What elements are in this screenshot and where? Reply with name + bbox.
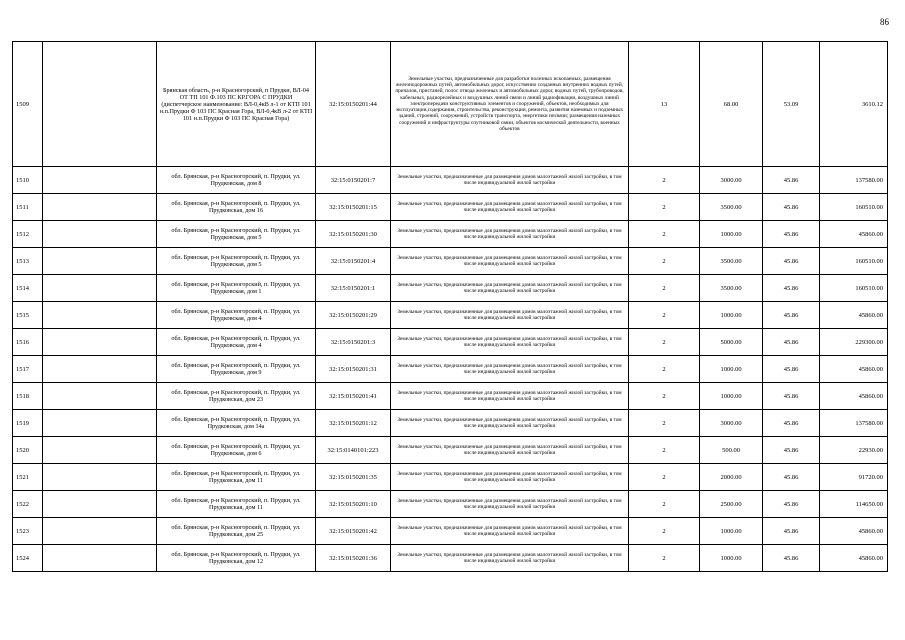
group-number-cell: 2 <box>629 248 700 275</box>
group-number-cell: 2 <box>629 491 700 518</box>
cadastral-value-cell: 22930.00 <box>820 437 888 464</box>
land-use-description-cell: Земельные участки, предназначенные для размещения домов малоэтажной жилой застройки, в том числе индивидуальной жилой застройки <box>391 248 629 275</box>
row-number: 1511 <box>13 194 43 221</box>
area-cell: 3000.00 <box>700 410 763 437</box>
cadastral-value-cell: 137580.00 <box>820 410 888 437</box>
specific-value-cell: 45.86 <box>763 329 820 356</box>
group-number-cell: 2 <box>629 167 700 194</box>
specific-value-cell: 45.86 <box>763 545 820 572</box>
area-cell: 3500.00 <box>700 275 763 302</box>
address-cell: обл. Брянская, р-н Красногорский, п. Прудки, ул. Прудковская, дом 4 <box>157 302 316 329</box>
table-row <box>13 383 888 410</box>
blank-cell <box>43 167 157 194</box>
land-use-description-cell: Земельные участки, предназначенные для размещения домов малоэтажной жилой застройки, в том числе индивидуальной жилой застройки <box>391 302 629 329</box>
row-number: 1521 <box>13 464 43 491</box>
land-use-description-cell: Земельные участки, предназначенные для размещения домов малоэтажной жилой застройки, в том числе индивидуальной жилой застройки <box>391 437 629 464</box>
address-cell: обл. Брянская, р-н Красногорский, п. Прудки, ул. Прудковская, дом 6 <box>157 437 316 464</box>
land-use-description-cell: Земельные участки, предназначенные для разработки полезных ископаемых, размещения железнодорожных путей, автомобильных дорог, искусственно созданных внутренних водных путей, причалов, пристаней, полос отвода железных и автомобильных дорог, водных путей, трубопроводов, кабельных, радиорелейных и воздушных линий связи и линий радиофикации, воздушных линий электропередачи конструктивных элементов и сооружений, объектов, необходимых для эксплуатации,содержания, строительства, реконструкции, ремонта, развития наземных и подземных зданий, строений, сооружений, устройств транспорта, энергетики ипсвязи; размещения наземных сооружений и инфраструктуры спутниковой связи, объектов космической деятельности, военных объектов <box>391 42 629 167</box>
address-cell: обл. Брянская, р-н Красногорский, п. Прудки, ул. Прудковская, дом 9 <box>157 356 316 383</box>
area-cell: 68.00 <box>700 42 763 167</box>
table-row <box>13 545 888 572</box>
row-number: 1520 <box>13 437 43 464</box>
blank-cell <box>43 518 157 545</box>
area-cell: 3500.00 <box>700 248 763 275</box>
land-use-description-cell: Земельные участки, предназначенные для размещения домов малоэтажной жилой застройки, в том числе индивидуальной жилой застройки <box>391 329 629 356</box>
table-row <box>13 167 888 194</box>
cadastral-number-cell: 32:15:0140101:223 <box>316 437 391 464</box>
blank-cell <box>43 42 157 167</box>
row-number: 1509 <box>13 42 43 167</box>
row-number: 1510 <box>13 167 43 194</box>
area-cell: 5000.00 <box>700 329 763 356</box>
table-row <box>13 437 888 464</box>
table-row <box>13 302 888 329</box>
cadastral-number-cell: 32:15:0150201:15 <box>316 194 391 221</box>
area-cell: 2500.00 <box>700 491 763 518</box>
group-number-cell: 13 <box>629 42 700 167</box>
page-number: 86 <box>880 17 889 27</box>
row-number: 1519 <box>13 410 43 437</box>
row-number: 1513 <box>13 248 43 275</box>
table-row <box>13 248 888 275</box>
blank-cell <box>43 410 157 437</box>
specific-value-cell: 45.86 <box>763 410 820 437</box>
table-row <box>13 410 888 437</box>
cadastral-number-cell: 32:15:0150201:31 <box>316 356 391 383</box>
land-use-description-cell: Земельные участки, предназначенные для размещения домов малоэтажной жилой застройки, в том числе индивидуальной жилой застройки <box>391 518 629 545</box>
cadastral-value-table <box>12 41 888 572</box>
cadastral-value-cell: 160510.00 <box>820 275 888 302</box>
address-cell: обл. Брянская, р-н Красногорский, п. Прудки, ул. Прудковская, дом 11 <box>157 491 316 518</box>
cadastral-value-cell: 91720.00 <box>820 464 888 491</box>
specific-value-cell: 45.86 <box>763 167 820 194</box>
address-cell: обл. Брянская, р-н Красногорский, п. Прудки, ул. Прудковская, дом 23 <box>157 383 316 410</box>
address-cell: обл. Брянская, р-н Красногорский, п. Прудки, ул. Прудковская, дом 1 <box>157 275 316 302</box>
cadastral-value-cell: 137580.00 <box>820 167 888 194</box>
cadastral-value-cell: 45860.00 <box>820 545 888 572</box>
specific-value-cell: 45.86 <box>763 221 820 248</box>
cadastral-number-cell: 32:15:0150201:10 <box>316 491 391 518</box>
table-row <box>13 464 888 491</box>
group-number-cell: 2 <box>629 383 700 410</box>
blank-cell <box>43 545 157 572</box>
area-cell: 1000.00 <box>700 302 763 329</box>
row-number: 1516 <box>13 329 43 356</box>
table-row <box>13 275 888 302</box>
area-cell: 500.00 <box>700 437 763 464</box>
row-number: 1514 <box>13 275 43 302</box>
group-number-cell: 2 <box>629 221 700 248</box>
group-number-cell: 2 <box>629 437 700 464</box>
cadastral-number-cell: 32:15:0150201:12 <box>316 410 391 437</box>
address-cell: обл. Брянская, р-н Красногорский, п. Прудки, ул. Прудковская, дом 5 <box>157 221 316 248</box>
specific-value-cell: 45.86 <box>763 194 820 221</box>
cadastral-value-cell: 45860.00 <box>820 383 888 410</box>
cadastral-number-cell: 32:15:0150201:42 <box>316 518 391 545</box>
blank-cell <box>43 383 157 410</box>
address-cell: обл. Брянская, р-н Красногорский, п. Прудки, ул. Прудковская, дом 25 <box>157 518 316 545</box>
cadastral-number-cell: 32:15:0150201:7 <box>316 167 391 194</box>
area-cell: 2000.00 <box>700 464 763 491</box>
row-number: 1523 <box>13 518 43 545</box>
specific-value-cell: 45.86 <box>763 464 820 491</box>
table-row <box>13 221 888 248</box>
blank-cell <box>43 194 157 221</box>
cadastral-number-cell: 32:15:0150201:36 <box>316 545 391 572</box>
specific-value-cell: 53.09 <box>763 42 820 167</box>
cadastral-value-cell: 160510.00 <box>820 248 888 275</box>
group-number-cell: 2 <box>629 410 700 437</box>
row-number: 1524 <box>13 545 43 572</box>
cadastral-number-cell: 32:15:0150201:41 <box>316 383 391 410</box>
specific-value-cell: 45.86 <box>763 356 820 383</box>
table-row <box>13 518 888 545</box>
blank-cell <box>43 437 157 464</box>
blank-cell <box>43 491 157 518</box>
address-cell: обл. Брянская, р-н Красногорский, п. Прудки, ул. Прудковская, дом 12 <box>157 545 316 572</box>
area-cell: 3000.00 <box>700 167 763 194</box>
cadastral-number-cell: 32:15:0150201:1 <box>316 275 391 302</box>
land-use-description-cell: Земельные участки, предназначенные для размещения домов малоэтажной жилой застройки, в том числе индивидуальной жилой застройки <box>391 221 629 248</box>
cadastral-value-cell: 45860.00 <box>820 356 888 383</box>
specific-value-cell: 45.86 <box>763 518 820 545</box>
land-use-description-cell: Земельные участки, предназначенные для размещения домов малоэтажной жилой застройки, в том числе индивидуальной жилой застройки <box>391 410 629 437</box>
cadastral-value-cell: 45860.00 <box>820 302 888 329</box>
specific-value-cell: 45.86 <box>763 437 820 464</box>
table-row <box>13 42 888 167</box>
address-cell: обл. Брянская, р-н Красногорский, п. Прудки, ул. Прудковская, дом 11 <box>157 464 316 491</box>
table-row <box>13 491 888 518</box>
group-number-cell: 2 <box>629 329 700 356</box>
group-number-cell: 2 <box>629 464 700 491</box>
table-row <box>13 194 888 221</box>
land-use-description-cell: Земельные участки, предназначенные для размещения домов малоэтажной жилой застройки, в том числе индивидуальной жилой застройки <box>391 275 629 302</box>
specific-value-cell: 45.86 <box>763 275 820 302</box>
land-use-description-cell: Земельные участки, предназначенные для размещения домов малоэтажной жилой застройки, в том числе индивидуальной жилой застройки <box>391 356 629 383</box>
land-use-description-cell: Земельные участки, предназначенные для размещения домов малоэтажной жилой застройки, в том числе индивидуальной жилой застройки <box>391 383 629 410</box>
address-cell: обл. Брянская, р-н Красногорский, п. Прудки, ул. Прудковская, дом 4 <box>157 329 316 356</box>
area-cell: 1000.00 <box>700 383 763 410</box>
blank-cell <box>43 464 157 491</box>
specific-value-cell: 45.86 <box>763 248 820 275</box>
blank-cell <box>43 248 157 275</box>
address-cell: обл. Брянская, р-н Красногорский, п. Прудки, ул. Прудковская, дом 8 <box>157 167 316 194</box>
address-cell: обл. Брянская, р-н Красногорский, п. Прудки, ул. Прудковская, дом 14а <box>157 410 316 437</box>
blank-cell <box>43 356 157 383</box>
area-cell: 3500.00 <box>700 194 763 221</box>
specific-value-cell: 45.86 <box>763 302 820 329</box>
blank-cell <box>43 329 157 356</box>
table-row <box>13 356 888 383</box>
land-use-description-cell: Земельные участки, предназначенные для размещения домов малоэтажной жилой застройки, в том числе индивидуальной жилой застройки <box>391 464 629 491</box>
blank-cell <box>43 302 157 329</box>
area-cell: 1000.00 <box>700 545 763 572</box>
land-use-description-cell: Земельные участки, предназначенные для размещения домов малоэтажной жилой застройки, в том числе индивидуальной жилой застройки <box>391 491 629 518</box>
blank-cell <box>43 221 157 248</box>
row-number: 1515 <box>13 302 43 329</box>
address-cell: обл. Брянская, р-н Красногорский, п. Прудки, ул. Прудковская, дом 16 <box>157 194 316 221</box>
cadastral-number-cell: 32:15:0150201:4 <box>316 248 391 275</box>
specific-value-cell: 45.86 <box>763 491 820 518</box>
address-cell: Брянская область, р-н Красногорский, п Прудки, ВЛ-04 ОТ ТП 101 Ф.103 ПС КР.ГОРА С ПРУДКИ (диспетчерское наименование: ВЛ-0,4кВ л-1 от КТП 101 н.п.Прудки Ф 103 ПС Красная Гора, ВЛ-0,4кВ л-2 от КТП 101 н.п.Прудки Ф 103 ПС Красная Гора) <box>157 42 316 167</box>
cadastral-value-cell: 160510.00 <box>820 194 888 221</box>
cadastral-value-cell: 114650.00 <box>820 491 888 518</box>
group-number-cell: 2 <box>629 275 700 302</box>
cadastral-number-cell: 32:15:0150201:29 <box>316 302 391 329</box>
table-row <box>13 329 888 356</box>
cadastral-number-cell: 32:15:0150201:30 <box>316 221 391 248</box>
cadastral-number-cell: 32:15:0150201:3 <box>316 329 391 356</box>
specific-value-cell: 45.86 <box>763 383 820 410</box>
group-number-cell: 2 <box>629 356 700 383</box>
row-number: 1518 <box>13 383 43 410</box>
area-cell: 1000.00 <box>700 221 763 248</box>
cadastral-number-cell: 32:15:0150201:44 <box>316 42 391 167</box>
area-cell: 1000.00 <box>700 356 763 383</box>
cadastral-value-cell: 3610.12 <box>820 42 888 167</box>
group-number-cell: 2 <box>629 545 700 572</box>
group-number-cell: 2 <box>629 518 700 545</box>
cadastral-value-cell: 45860.00 <box>820 518 888 545</box>
cadastral-value-cell: 229300.00 <box>820 329 888 356</box>
land-use-description-cell: Земельные участки, предназначенные для размещения домов малоэтажной жилой застройки, в том числе индивидуальной жилой застройки <box>391 545 629 572</box>
land-use-description-cell: Земельные участки, предназначенные для размещения домов малоэтажной жилой застройки, в том числе индивидуальной жилой застройки <box>391 167 629 194</box>
row-number: 1522 <box>13 491 43 518</box>
group-number-cell: 2 <box>629 194 700 221</box>
address-cell: обл. Брянская, р-н Красногорский, п. Прудки, ул. Прудковская, дом 5 <box>157 248 316 275</box>
blank-cell <box>43 275 157 302</box>
row-number: 1512 <box>13 221 43 248</box>
group-number-cell: 2 <box>629 302 700 329</box>
area-cell: 1000.00 <box>700 518 763 545</box>
land-use-description-cell: Земельные участки, предназначенные для размещения домов малоэтажной жилой застройки, в том числе индивидуальной жилой застройки <box>391 194 629 221</box>
cadastral-number-cell: 32:15:0150201:35 <box>316 464 391 491</box>
cadastral-value-cell: 45860.00 <box>820 221 888 248</box>
row-number: 1517 <box>13 356 43 383</box>
